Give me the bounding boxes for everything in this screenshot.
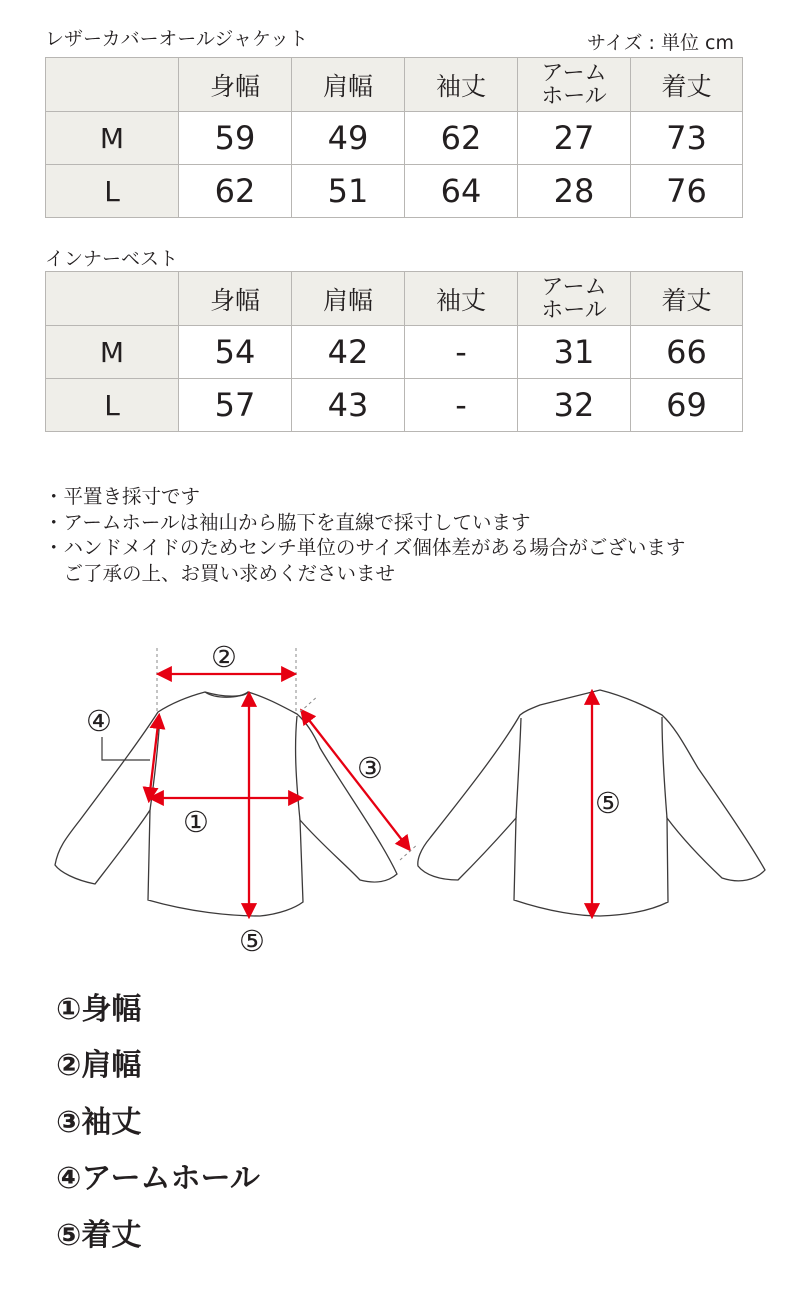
marker-chest: ① (183, 805, 209, 839)
header-chest: 身幅 (179, 272, 292, 326)
legend-shoulder: ②肩幅 (56, 1048, 142, 1083)
legend-sleeve: ③袖丈 (56, 1105, 142, 1140)
header-armhole-line2: ホール (541, 297, 607, 323)
size-label: L (46, 165, 179, 218)
header-armhole-line1: アーム (541, 60, 607, 86)
jacket-title: レザーカバーオールジャケット (45, 28, 309, 50)
sleeve-guide-line (300, 696, 318, 712)
cell-sleeve: - (405, 379, 518, 432)
header-armhole (518, 272, 631, 326)
table-row (46, 326, 743, 379)
cell-chest: 57 (179, 379, 292, 432)
cell-length: 73 (631, 112, 743, 165)
table-row (46, 379, 743, 432)
header-sleeve: 袖丈 (405, 272, 518, 326)
vest-size-table (45, 271, 743, 432)
header-length: 着丈 (631, 58, 743, 112)
arrow-armhole (149, 716, 159, 800)
cell-sleeve: - (405, 326, 518, 379)
marker-shoulder: ② (211, 640, 237, 674)
header-length: 着丈 (631, 272, 743, 326)
header-armhole-line1: アーム (541, 274, 607, 300)
note-line: ・アームホールは袖山から脇下を直線で採寸しています (44, 510, 531, 534)
legend-length: ⑤着丈 (56, 1218, 142, 1253)
size-label: L (46, 379, 179, 432)
arrow-sleeve (302, 711, 409, 849)
size-label: M (46, 112, 179, 165)
cell-sleeve: 64 (405, 165, 518, 218)
cell-sleeve: 62 (405, 112, 518, 165)
note-line: ・平置き採寸です (44, 485, 201, 508)
cell-shoulder: 42 (292, 326, 405, 379)
header-shoulder: 肩幅 (292, 58, 405, 112)
cell-length: 76 (631, 165, 743, 218)
jacket-size-table (45, 57, 743, 218)
marker-sleeve: ③ (357, 751, 383, 785)
table-header-row (46, 58, 743, 112)
header-armhole-line2: ホール (541, 83, 607, 109)
notes (44, 484, 685, 586)
marker-armhole: ④ (86, 704, 112, 738)
sleeve-guide-line (400, 844, 418, 860)
cell-shoulder: 43 (292, 379, 405, 432)
header-corner (46, 272, 179, 326)
vest-title: インナーベスト (45, 248, 179, 270)
legend-chest: ①身幅 (56, 992, 142, 1027)
note-line: ・ハンドメイドのためセンチ単位のサイズ個体差がある場合がございます (44, 536, 686, 559)
size-label: M (46, 326, 179, 379)
cell-shoulder: 49 (292, 112, 405, 165)
cell-length: 66 (631, 326, 743, 379)
cell-armhole: 28 (518, 165, 631, 218)
header-corner (46, 58, 179, 112)
marker-length-back: ⑤ (595, 786, 621, 820)
table-row (46, 165, 743, 218)
cell-armhole: 27 (518, 112, 631, 165)
unit-label: サイズ : 単位 cm (587, 32, 734, 54)
header-armhole (518, 58, 631, 112)
cell-chest: 59 (179, 112, 292, 165)
legend-armhole: ④アームホール (56, 1161, 260, 1196)
measurement-diagram (0, 630, 800, 960)
cell-length: 69 (631, 379, 743, 432)
cell-shoulder: 51 (292, 165, 405, 218)
cell-chest: 54 (179, 326, 292, 379)
header-sleeve: 袖丈 (405, 58, 518, 112)
table-row (46, 112, 743, 165)
cell-armhole: 32 (518, 379, 631, 432)
cell-chest: 62 (179, 165, 292, 218)
note-line: ご了承の上、お買い求めくださいませ (44, 561, 396, 585)
table-header-row (46, 272, 743, 326)
armhole-leader-line (102, 737, 150, 760)
cell-armhole: 31 (518, 326, 631, 379)
header-chest: 身幅 (179, 58, 292, 112)
header-shoulder: 肩幅 (292, 272, 405, 326)
marker-length-front: ⑤ (239, 924, 265, 958)
measurement-arrows (149, 674, 592, 916)
